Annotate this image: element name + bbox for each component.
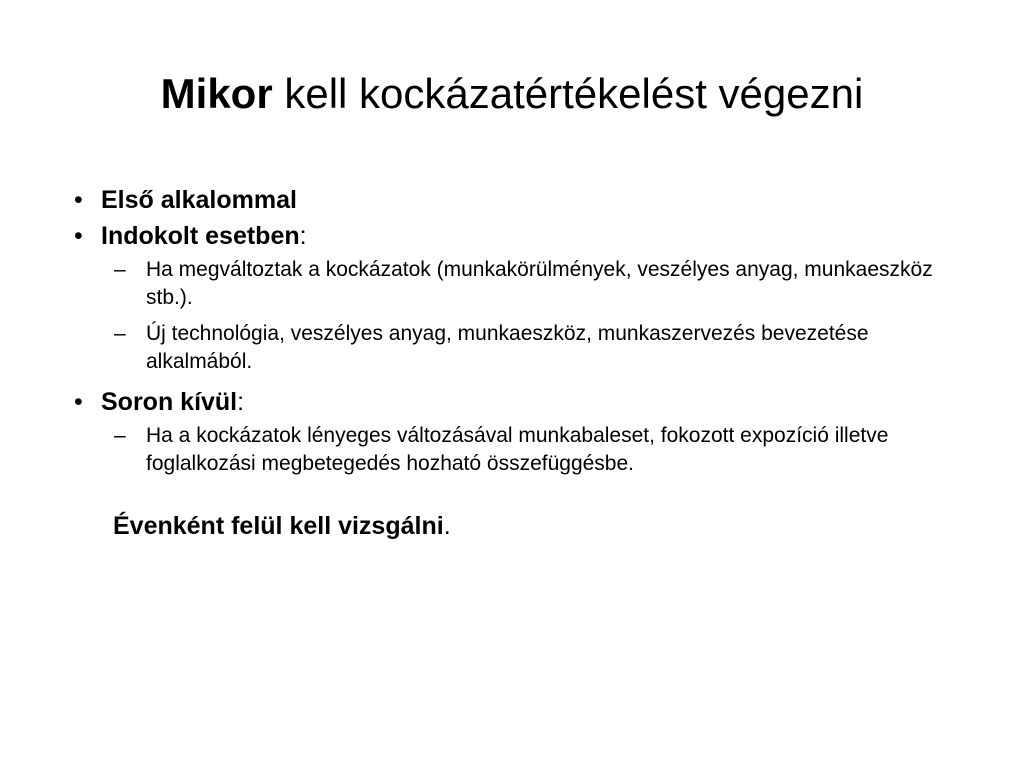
sub-bullet-marker: – — [114, 258, 126, 281]
bullet-marker: • — [74, 186, 83, 214]
sub-bullet-text: Új technológia, veszélyes anyag, munkaeszköz, munkaszervezés bevezetése alkalmából. — [146, 322, 869, 373]
slide-title-rest: kell kockázatértékelést végezni — [272, 70, 864, 117]
bullet-item — [74, 384, 954, 420]
sub-bullet-text: Ha megváltoztak a kockázatok (munkakörülmények, veszélyes anyag, munkaeszköz stb.). — [146, 258, 933, 309]
slide-content — [74, 182, 954, 544]
bullet-bold-text: Első alkalommal — [101, 186, 297, 214]
closing-note-bold: Évenként felül kell vizsgálni — [113, 512, 444, 540]
bullet-item — [74, 218, 954, 254]
sub-bullet-item — [114, 256, 941, 312]
slide-title-bold: Mikor — [160, 70, 273, 117]
sub-bullet-item — [114, 320, 941, 376]
bullet-marker: • — [74, 388, 83, 416]
slide-title — [0, 66, 1024, 122]
closing-note — [74, 508, 954, 544]
sub-bullet-marker: – — [114, 424, 126, 447]
bullet-bold-text: Soron kívül — [101, 388, 238, 416]
bullet-suffix: : — [299, 222, 307, 250]
bullet-bold-text: Indokolt esetben — [101, 222, 300, 250]
sub-bullet-item — [114, 422, 941, 478]
sub-bullet-text: Ha a kockázatok lényeges változásával munkabaleset, fokozott expozíció illetve foglalkozási megbetegedés hozható összefüggésbe. — [146, 424, 889, 475]
sub-bullet-marker: – — [114, 322, 126, 345]
closing-note-suffix: . — [443, 512, 451, 540]
bullet-item — [74, 182, 954, 218]
bullet-suffix: : — [237, 388, 245, 416]
bullet-marker: • — [74, 222, 83, 250]
